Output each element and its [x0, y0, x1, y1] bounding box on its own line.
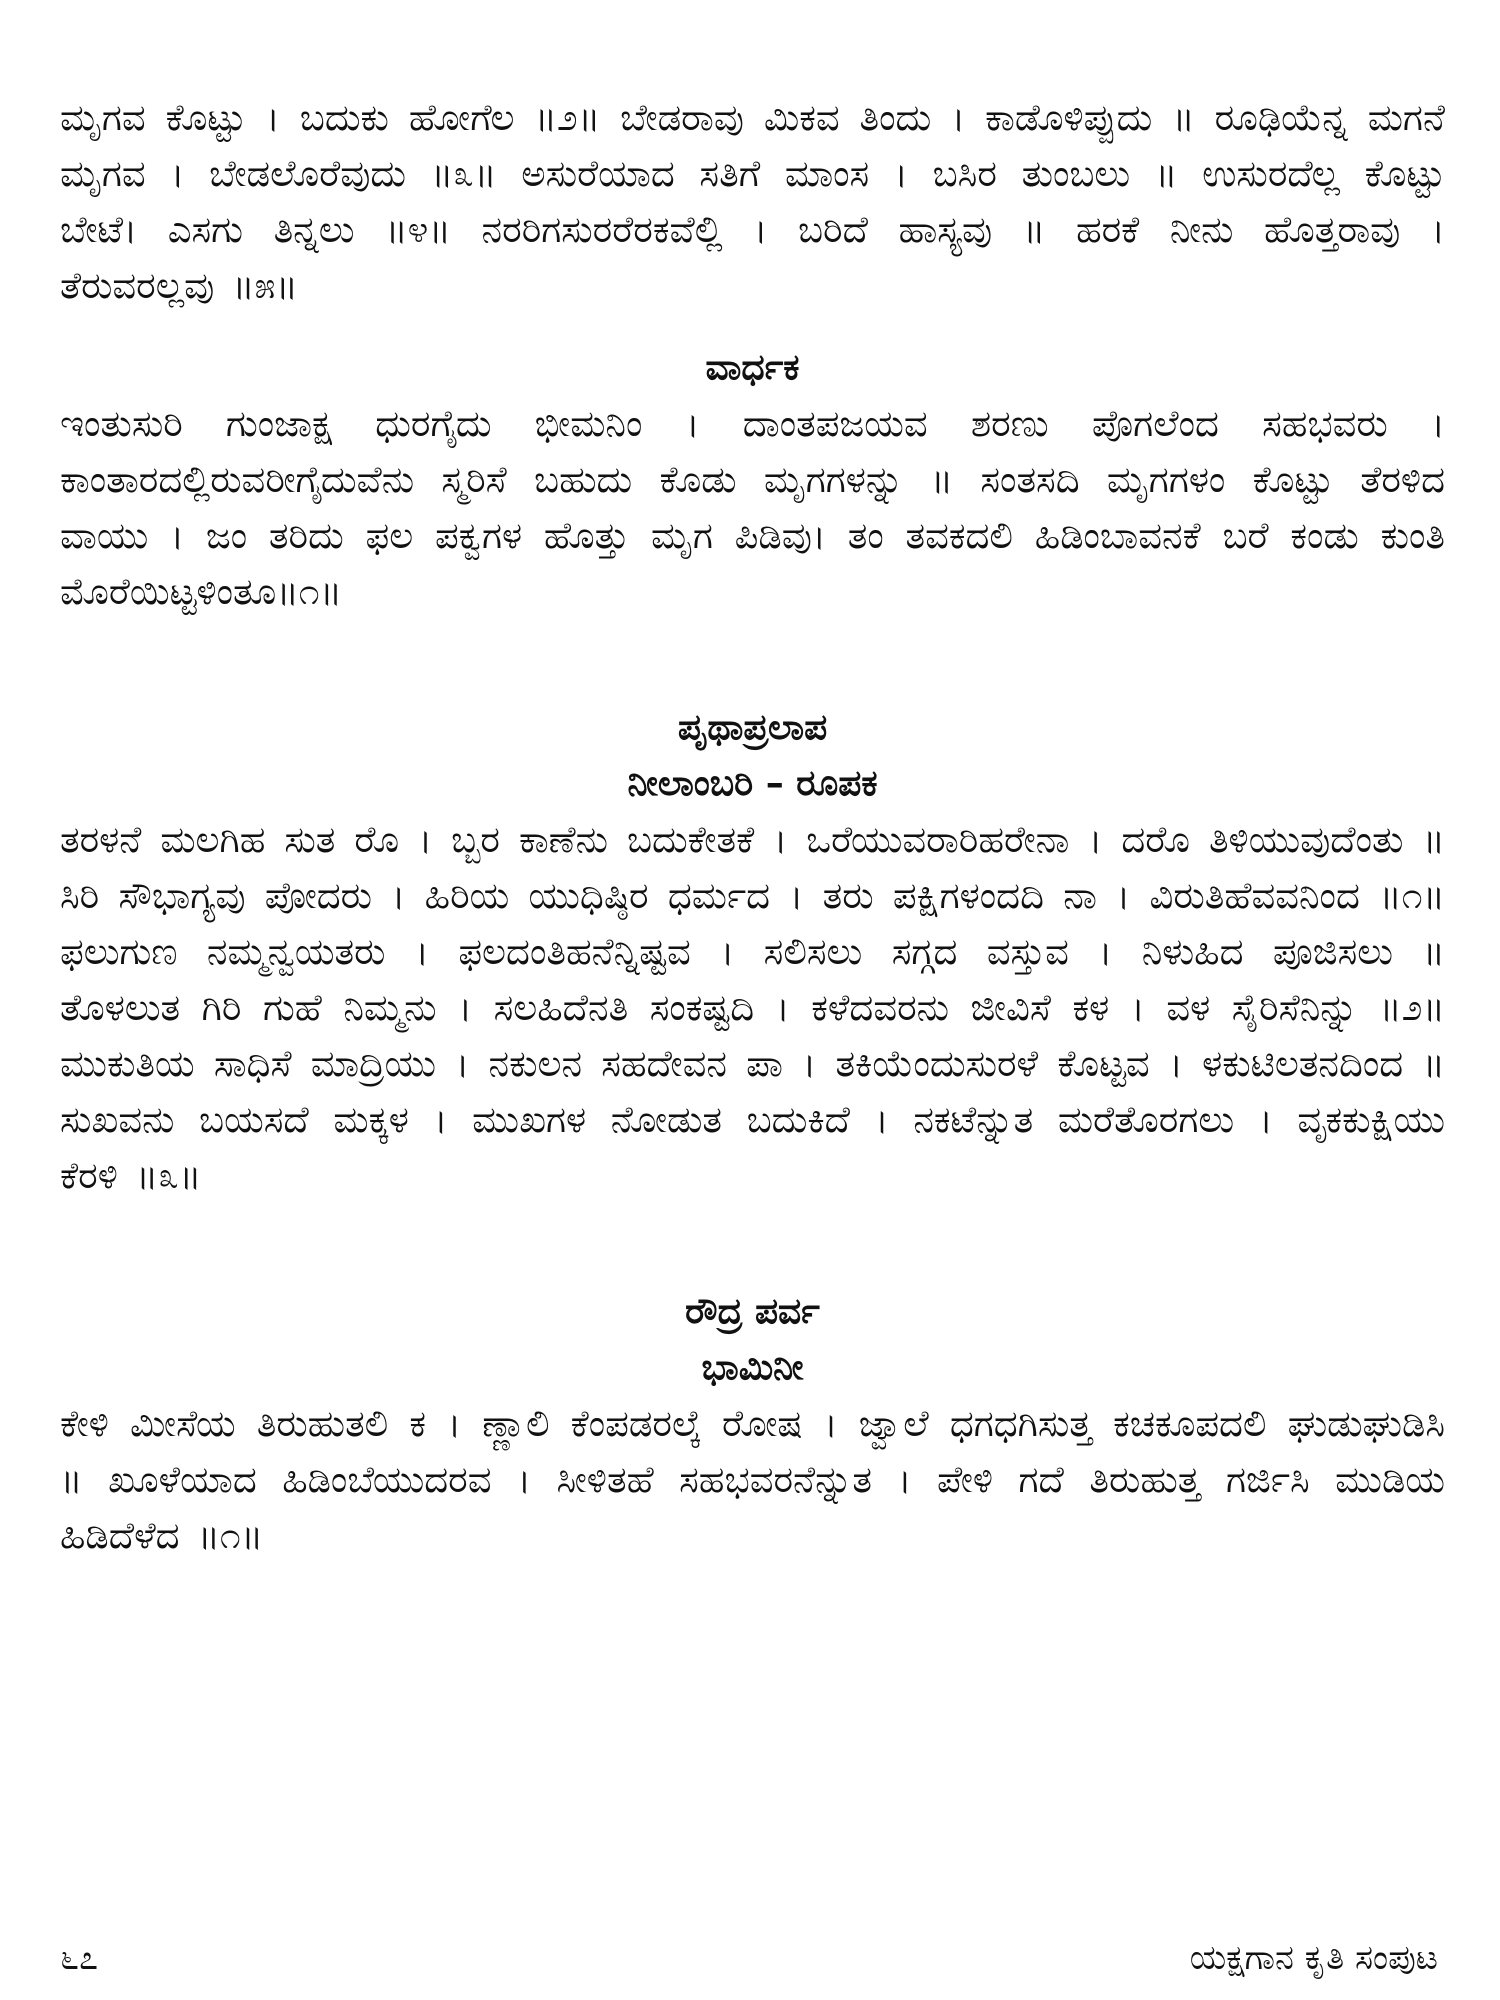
section-subheading-raga: ನೀಲಾಂಬರಿ – ರೂಪಕ: [627, 763, 878, 804]
page-number: ೬೭: [60, 1938, 99, 1978]
page-footer: [60, 1938, 1438, 1978]
section-heading-vardhaka: ವಾರ್ಧಕ: [705, 347, 800, 388]
book-title: ಯಕ್ಷಗಾನ ಕೃತಿ ಸಂಪುಟ: [1189, 1938, 1438, 1978]
section-text-prithapralapa: ತರಳನೆ ಮಲಗಿಹ ಸುತ ರೊ । ಬ್ಬರ ಕಾಣೆನು ಬದುಕೇತಕೆ । ಒರೆಯುವರಾರಿಹರೇನಾ । ದರೊ ತಿಳಿಯುವುದೆಂತು ॥ ಸಿರಿ ಸೌಭಾಗ್ಯವು ಪೋದರು । ಹಿರಿಯ ಯುಧಿಷ್ಠಿರ ಧರ್ಮದ । ತರು ಪಕ್ಷಿಗಳಂದದಿ ನಾ । ವಿರುತಿಹೆವವನಿಂದ ॥೧॥ ಫಲುಗುಣ ನಮ್ಮನ್ವಯತರು । ಫಲದಂತಿಹನೆನ್ನಿಷ್ಟವ । ಸಲಿಸಲು ಸಗ್ಗದ ವಸ್ತುವ । ನಿಳುಹಿದ ಪೂಜಿಸಲು ॥ ತೊಳಲುತ ಗಿರಿ ಗುಹೆ ನಿಮ್ಮನು । ಸಲಹಿದೆನತಿ ಸಂಕಷ್ಟದಿ । ಕಳೆದವರನು ಜೀವಿಸೆ ಕಳ । ವಳ ಸೈರಿಸೆನಿನ್ನು ॥೨॥ ಮುಕುತಿಯ ಸಾಧಿಸೆ ಮಾದ್ರಿಯು । ನಕುಲನ ಸಹದೇವನ ಪಾ । ತಕಿಯೆಂದುಸುರಳೆ ಕೊಟ್ಟವ । ಳಕುಟಿಲತನದಿಂದ ॥ ಸುಖವನು ಬಯಸದೆ ಮಕ್ಕಳ । ಮುಖಗಳ ನೋಡುತ ಬದುಕಿದೆ । ನಕಟೆನ್ನುತ ಮರೆತೊರಗಲು । ವೃಕಕುಕ್ಷಿಯು ಕೆರಳಿ ॥೩॥: [60, 818, 1445, 1197]
verses-top: ಮೃಗವ ಕೊಟ್ಟು । ಬದುಕು ಹೋಗೆಲ ॥೨॥ ಬೇಡರಾವು ಮಿಕವ ತಿಂದು । ಕಾಡೊಳಿಪ್ಪುದು ॥ ರೂಢಿಯೆನ್ನ ಮಗನೆ ಮೃಗವ । ಬೇಡಲೊರೆವುದು ॥೩॥ ಅಸುರೆಯಾದ ಸತಿಗೆ ಮಾಂಸ । ಬಸಿರ ತುಂಬಲು ॥ ಉಸುರದೆಲ್ಲ ಕೊಟ್ಟು ಬೇಟೆ। ಎಸಗು ತಿನ್ನಲು ॥೪॥ ನರರಿಗಸುರರೆರಕವೆಲ್ಲಿ । ಬರಿದೆ ಹಾಸ್ಯವು ॥ ಹರಕೆ ನೀನು ಹೊತ್ತರಾವು । ತೆರುವರಲ್ಲವು ॥೫॥: [60, 96, 1445, 307]
section-subheading-bhamini: ಭಾಮಿನೀ: [701, 1347, 804, 1388]
section-heading-raudra-parva: ರೌದ್ರ ಪರ್ವ: [685, 1291, 820, 1332]
section-heading-prithapralapa: ಪೃಥಾಪ್ರಲಾಪ: [677, 707, 828, 748]
page-content: [60, 90, 1445, 1564]
section-text-vardhaka: ಇಂತುಸುರಿ ಗುಂಜಾಕ್ಷ ಧುರಗೈದು ಭೀಮನಿಂ । ದಾಂತಪಜಯವ ಶರಣು ಪೊಗಲೆಂದ ಸಹಭವರು । ಕಾಂತಾರದಲ್ಲಿರುವರೀಗೈದುವೆನು ಸ್ಮರಿಸೆ ಬಹುದು ಕೊಡು ಮೃಗಗಳನ್ನು ॥ ಸಂತಸದಿ ಮೃಗಗಳಂ ಕೊಟ್ಟು ತೆರಳಿದ ವಾಯು । ಜಂ ತರಿದು ಫಲ ಪಕ್ವಗಳ ಹೊತ್ತು ಮೃಗ ಪಿಡಿವು। ತಂ ತವಕದಲಿ ಹಿಡಿಂಬಾವನಕೆ ಬರೆ ಕಂಡು ಕುಂತಿ ಮೊರೆಯಿಟ್ಟಳಿಂತೂ॥೧॥: [60, 402, 1445, 613]
section-text-raudra-parva: ಕೇಳಿ ಮೀಸೆಯ ತಿರುಹುತಲಿ ಕ । ಣ್ಣಾಲಿ ಕೆಂಪಡರಲ್ಕೆ ರೋಷ । ಜ್ವಾಲೆ ಧಗಧಗಿಸುತ್ತ ಕಚಕೂಪದಲಿ ಘುಡುಘುಡಿಸಿ ॥ ಖೂಳೆಯಾದ ಹಿಡಿಂಬೆಯುದರವ । ಸೀಳಿತಹೆ ಸಹಭವರನೆನ್ನುತ । ಪೇಳಿ ಗದೆ ತಿರುಹುತ್ತ ಗರ್ಜಿಸಿ ಮುಡಿಯ ಹಿಡಿದೆಳೆದ ॥೧॥: [60, 1402, 1445, 1557]
